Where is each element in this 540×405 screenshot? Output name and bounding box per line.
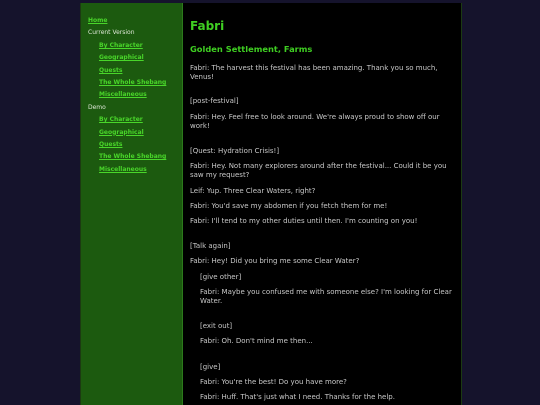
nav-link-current-quests[interactable]: Quests [99, 66, 123, 74]
sidebar-nav [81, 3, 183, 405]
nav-list [81, 3, 182, 176]
page-subtitle: Golden Settlement, Farms [190, 44, 313, 54]
dialogue-line: Fabri: Maybe you confused me with someone else? I'm looking for Clear Water. [200, 287, 452, 306]
dialogue-line: Fabri: Hey. Not many explorers around after the festival... Could it be you saw my request? [190, 162, 447, 180]
section-tag: [Talk again] [190, 242, 231, 251]
nav-link-current-by-character[interactable]: By Character [99, 41, 143, 49]
nav-link-current-whole-shebang[interactable]: The Whole Shebang [99, 79, 167, 87]
section-tag: [Quest: Hydration Crisis!] [190, 147, 280, 156]
nav-section-demo: Demo [88, 103, 106, 111]
nav-link-current-miscellaneous[interactable]: Miscellaneous [99, 91, 147, 99]
nav-link-demo-quests[interactable]: Quests [99, 141, 123, 149]
section-tag: [exit out] [200, 322, 233, 331]
nav-link-demo-by-character[interactable]: By Character [99, 116, 143, 124]
dialogue-line: Fabri: You're the best! Do you have more? [200, 377, 347, 386]
nav-link-demo-miscellaneous[interactable]: Miscellaneous [99, 165, 147, 173]
dialogue-line: Fabri: Hey! Did you bring me some Clear Water? [190, 257, 360, 266]
nav-section-current-version: Current Version [88, 29, 135, 37]
section-tag: [give other] [200, 272, 242, 281]
nav-link-current-geographical[interactable]: Geographical [99, 54, 144, 62]
dialogue-line: Fabri: The harvest this festival has been amazing. Thank you so much, Venus! [190, 64, 438, 82]
nav-link-demo-whole-shebang[interactable]: The Whole Shebang [99, 153, 167, 161]
dialogue-line: Fabri: I'll tend to my other duties until then. I'm counting on you! [190, 217, 418, 226]
dialogue-line: Fabri: You'd save my abdomen if you fetch them for me! [190, 201, 388, 210]
section-tag: [post-festival] [190, 97, 239, 106]
dialogue-line: Fabri: Hey. Feel free to look around. We're always proud to show off our work! [190, 112, 440, 130]
section-tag: [give] [200, 362, 221, 371]
dialogue-line: Leif: Yup. Three Clear Waters, right? [190, 186, 316, 195]
dialogue-line: Fabri: Oh. Don't mind me then... [200, 337, 313, 346]
dialogue-line: Fabri: Huff. That's just what I need. Thanks for the help. [200, 393, 395, 402]
main-content [190, 3, 452, 405]
nav-link-demo-geographical[interactable]: Geographical [99, 128, 144, 136]
nav-link-home[interactable]: Home [88, 17, 108, 24]
page-title: Fabri [190, 19, 225, 33]
